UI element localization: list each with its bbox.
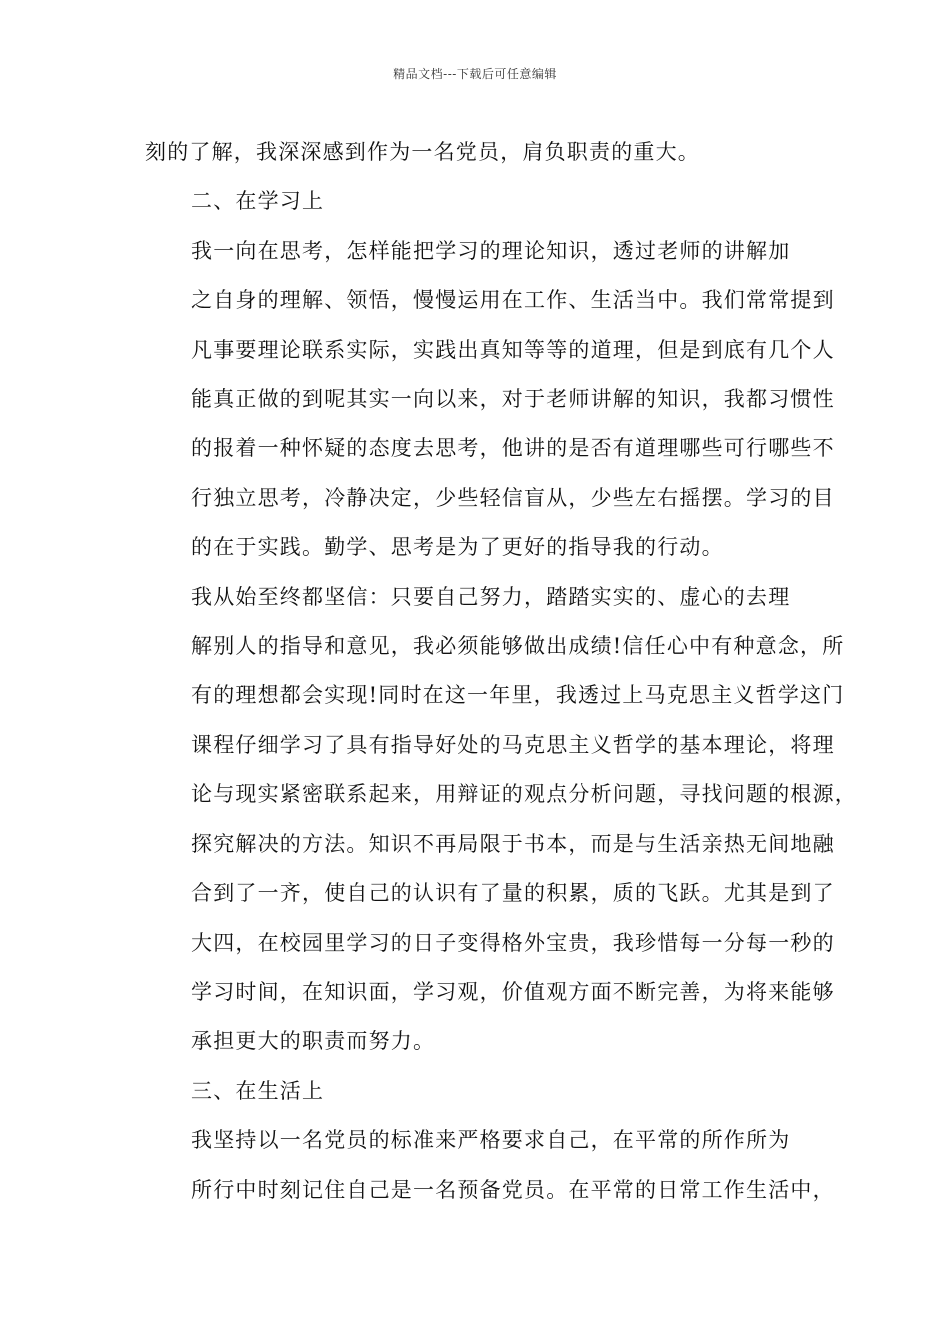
paragraph-3 bbox=[145, 227, 835, 573]
text-line: 合到了一齐，使自己的认识有了量的积累，质的飞跃。尤其是到了 bbox=[191, 881, 835, 906]
text-line: 行独立思考，冷静决定，少些轻信盲从，少些左右摇摆。学习的目 bbox=[191, 485, 835, 510]
paragraph-6 bbox=[145, 1116, 835, 1215]
text-line: 我一向在思考，怎样能把学习的理论知识，透过老师的讲解加 bbox=[191, 238, 791, 263]
text-line: 三、在生活上 bbox=[191, 1078, 325, 1103]
paragraph-4 bbox=[145, 573, 857, 1067]
text-line: 的在于实践。勤学、思考是为了更好的指导我的行动。 bbox=[191, 535, 724, 560]
text-line: 所行中时刻记住自己是一名预备党员。在平常的日常工作生活中， bbox=[191, 1177, 835, 1202]
text-line: 我从始至终都坚信：只要自己努力，踏踏实实的、虚心的去理 bbox=[191, 584, 791, 609]
text-line: 之自身的理解、领悟，慢慢运用在工作、生活当中。我们常常提到 bbox=[191, 288, 835, 313]
text-line: 解别人的指导和意见，我必须能够做出成绩!信任心中有种意念，所 bbox=[191, 634, 845, 659]
text-line: 刻的了解，我深深感到作为一名党员，肩负职责的重大。 bbox=[145, 140, 700, 164]
text-line: 有的理想都会实现!同时在这一年里，我透过上马克思主义哲学这门 bbox=[191, 683, 845, 708]
text-line: 承担更大的职责而努力。 bbox=[191, 1029, 436, 1054]
text-line: 我坚持以一名党员的标准来严格要求自己，在平常的所作所为 bbox=[191, 1128, 791, 1153]
page-header: 精品文档---下载后可任意编辑 bbox=[393, 67, 557, 81]
paragraph-1 bbox=[145, 128, 815, 177]
section-heading-life bbox=[145, 1067, 815, 1116]
text-line: 大四，在校园里学习的日子变得格外宝贵，我珍惜每一分每一秒的 bbox=[191, 930, 835, 955]
text-line: 探究解决的方法。知识不再局限于书本，而是与生活亲热无间地融 bbox=[191, 831, 835, 856]
text-line: 能真正做的到呢其实一向以来，对于老师讲解的知识，我都习惯性 bbox=[191, 387, 835, 412]
text-line: 凡事要理论联系实际，实践出真知等等的道理，但是到底有几个人 bbox=[191, 337, 835, 362]
text-line: 课程仔细学习了具有指导好处的马克思主义哲学的基本理论，将理 bbox=[191, 732, 835, 757]
text-line: 二、在学习上 bbox=[191, 189, 325, 214]
text-line: 学习时间，在知识面，学习观，价值观方面不断完善，为将来能够 bbox=[191, 979, 835, 1004]
text-line: 论与现实紧密联系起来，用辩证的观点分析问题，寻找问题的根源， bbox=[191, 782, 857, 807]
section-heading-study bbox=[145, 177, 815, 226]
text-line: 的报着一种怀疑的态度去思考，他讲的是否有道理哪些可行哪些不 bbox=[191, 436, 835, 461]
document-body bbox=[145, 128, 857, 1215]
